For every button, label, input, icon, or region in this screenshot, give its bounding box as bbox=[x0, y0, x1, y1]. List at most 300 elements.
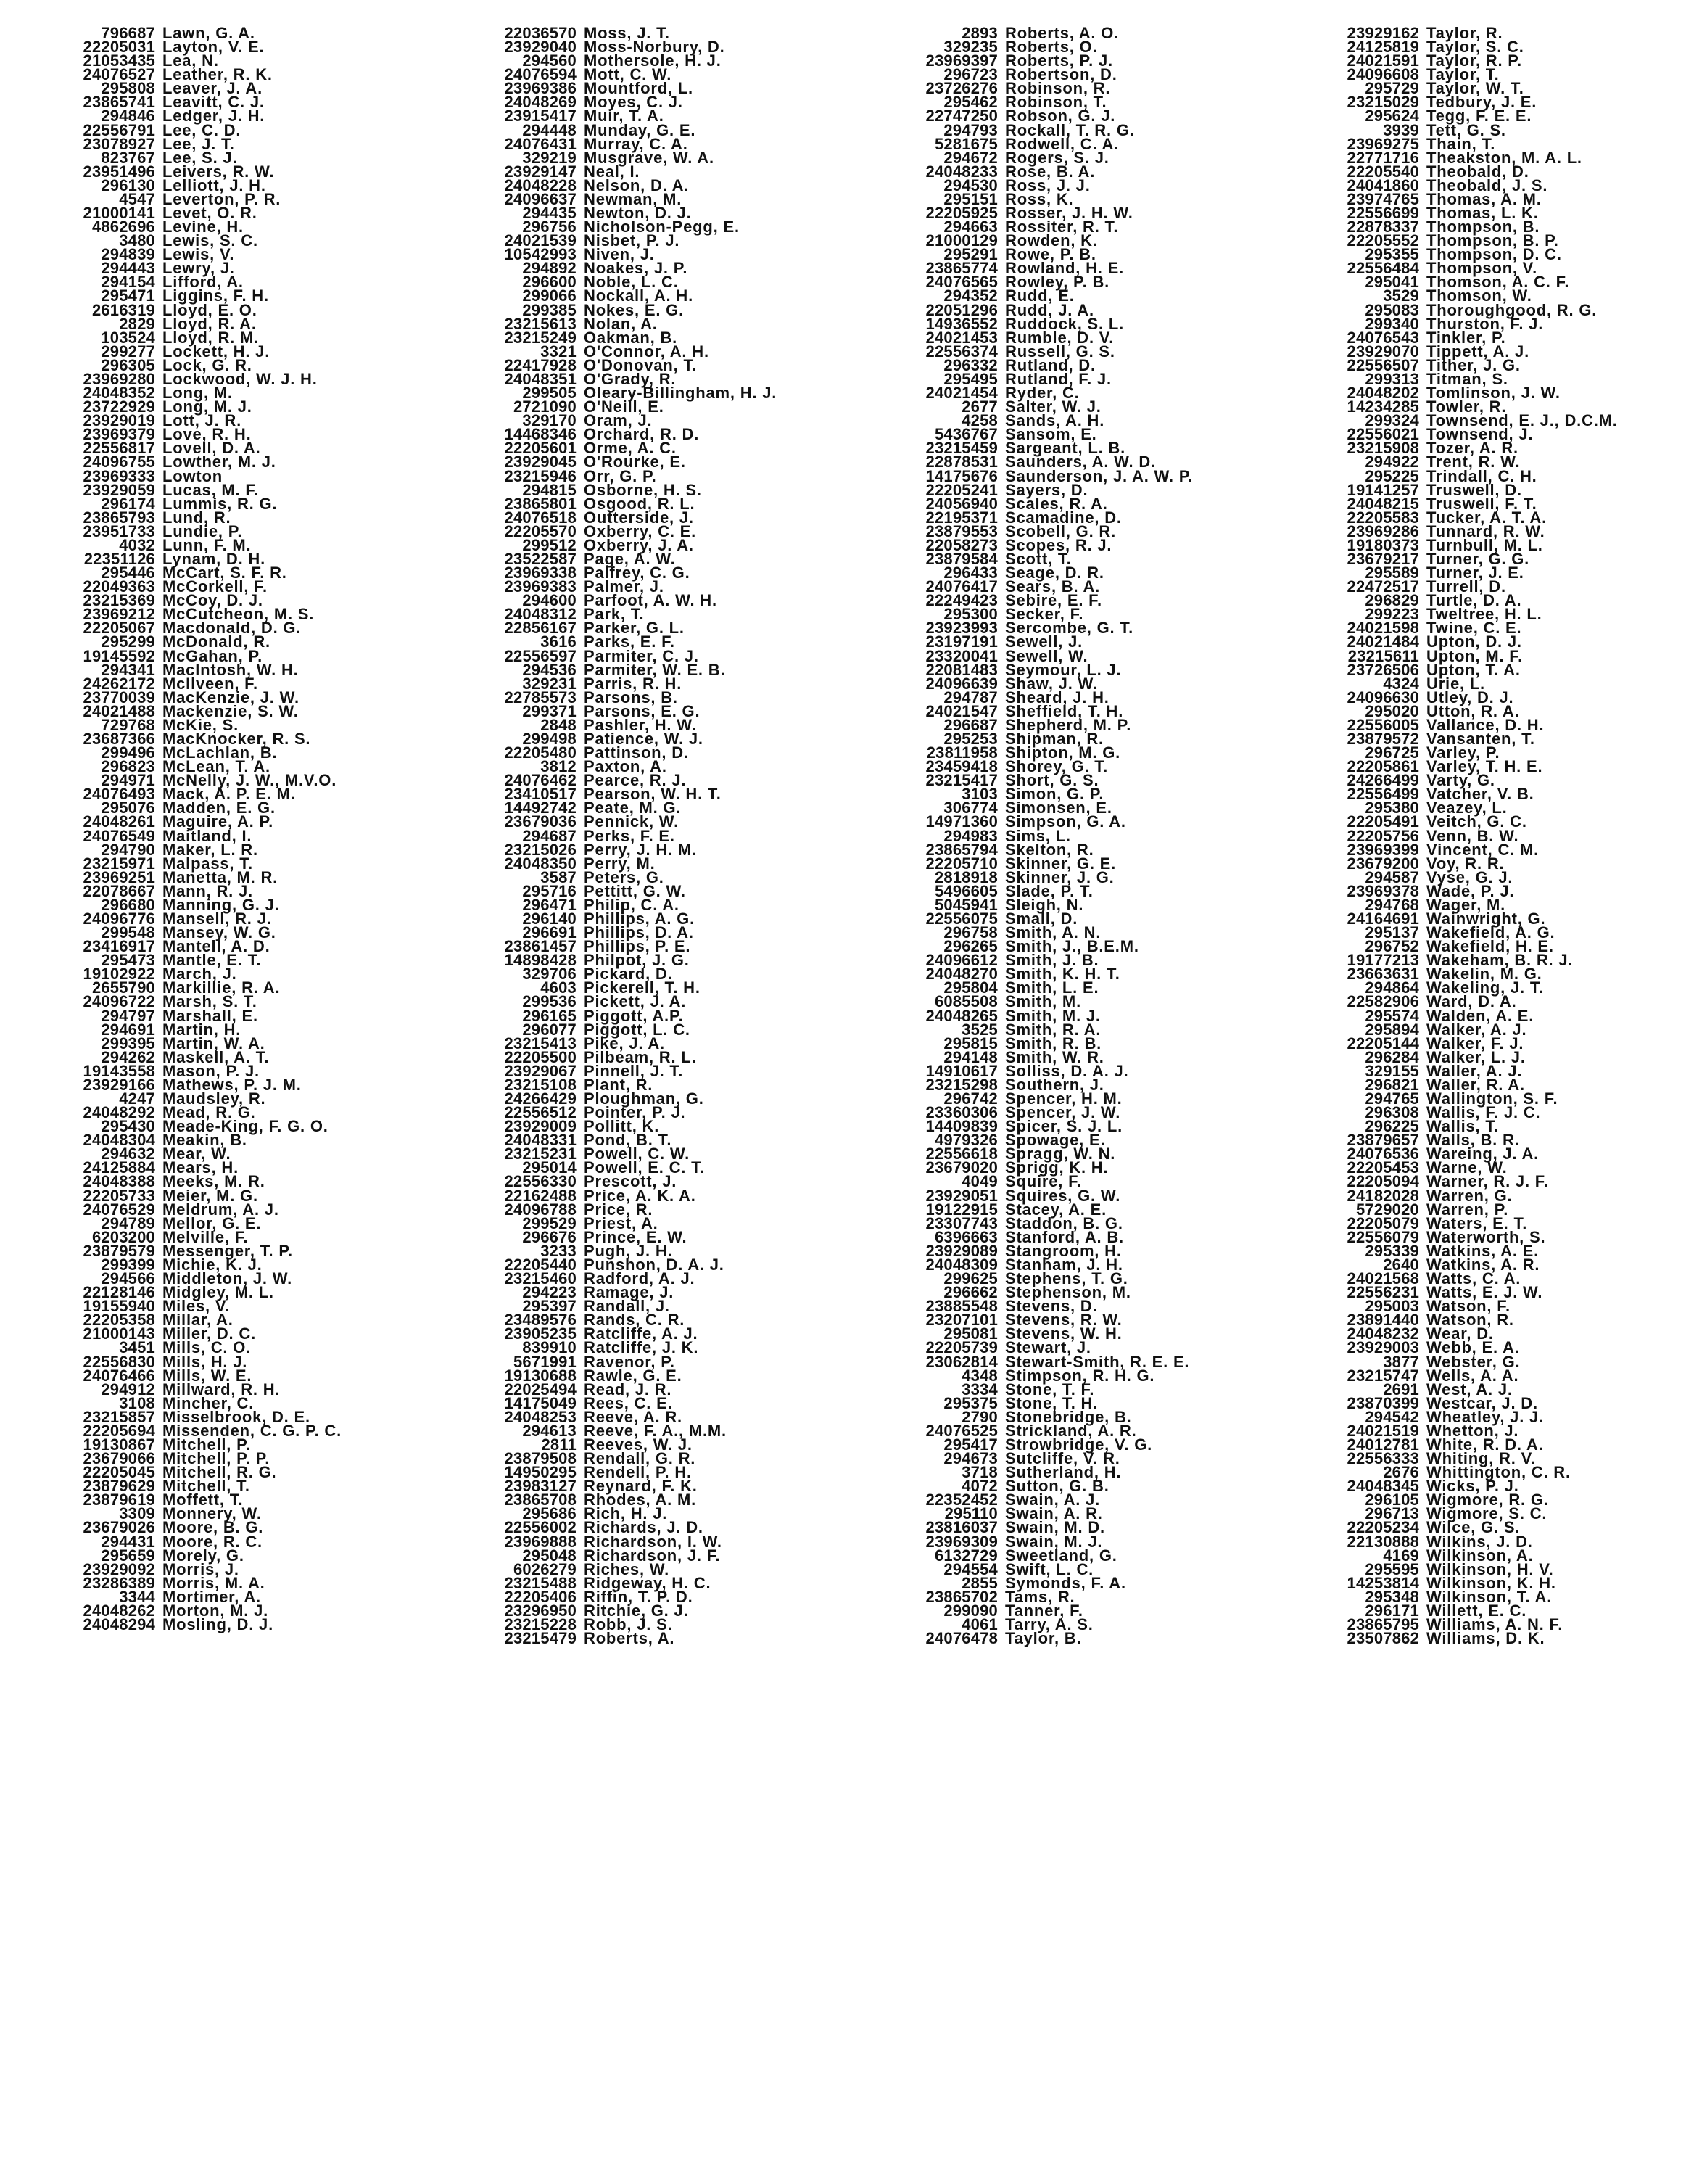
service-number: 14898428 bbox=[504, 951, 577, 970]
person-name: White, R. D. A. bbox=[1426, 1435, 1544, 1454]
service-number: 22582906 bbox=[1347, 992, 1419, 1011]
service-number: 23929009 bbox=[504, 1117, 577, 1136]
person-name: Melville, F. bbox=[162, 1227, 249, 1246]
service-number: 299324 bbox=[1365, 411, 1419, 430]
person-name: Solliss, D. A. J. bbox=[1005, 1061, 1129, 1080]
person-name: Pickett, J. A. bbox=[584, 992, 687, 1011]
person-name: Phillips, A. G. bbox=[584, 910, 695, 928]
service-number: 299505 bbox=[522, 384, 577, 403]
person-name: Plant, R. bbox=[584, 1075, 653, 1094]
service-number: 295137 bbox=[1365, 923, 1419, 942]
service-number: 23215611 bbox=[1347, 646, 1419, 665]
service-number: 23416917 bbox=[83, 937, 155, 956]
person-name: Lloyd, E. O. bbox=[162, 300, 257, 319]
person-name: Lawn, G. A. bbox=[162, 24, 255, 42]
person-name: Thompson, D. C. bbox=[1426, 245, 1562, 264]
person-name: Mills, C. O. bbox=[162, 1338, 252, 1357]
service-number: 23215479 bbox=[504, 1629, 577, 1648]
person-name: Lewis, S. C. bbox=[162, 231, 258, 250]
person-name: Moyes, C. J. bbox=[584, 93, 683, 112]
service-number: 23879629 bbox=[83, 1477, 155, 1496]
person-name: Rendall, G. R. bbox=[584, 1449, 696, 1468]
person-name: Swain, M. D. bbox=[1005, 1518, 1105, 1537]
person-name: Perry, M. bbox=[584, 854, 656, 873]
person-name: Smith, L. E. bbox=[1005, 978, 1099, 997]
person-name: Strowbridge, V. G. bbox=[1005, 1435, 1153, 1454]
person-name: Mackenzie, S. W. bbox=[162, 701, 299, 720]
person-name: Robinson, T. bbox=[1005, 93, 1107, 112]
person-name: Reynard, F. K. bbox=[584, 1477, 698, 1496]
column-2 bbox=[431, 24, 845, 1648]
service-number: 14409839 bbox=[925, 1117, 998, 1136]
person-name: Tams, R. bbox=[1005, 1587, 1075, 1606]
service-number: 23215857 bbox=[83, 1407, 155, 1426]
service-number: 22036570 bbox=[504, 24, 577, 42]
service-number: 23215459 bbox=[925, 439, 998, 458]
person-name: Rendell, P. H. bbox=[584, 1463, 692, 1482]
service-number: 299385 bbox=[522, 300, 577, 319]
person-name: Scobell, G. R. bbox=[1005, 522, 1117, 540]
service-number: 296105 bbox=[1365, 1491, 1419, 1509]
person-name: Skinner, J. G. bbox=[1005, 868, 1115, 886]
person-name: Taylor, B. bbox=[1005, 1629, 1082, 1648]
person-name: Messenger, T. P. bbox=[162, 1241, 293, 1260]
person-name: Wakelin, M. G. bbox=[1426, 965, 1542, 984]
service-number: 23522587 bbox=[504, 549, 577, 568]
person-name: Waller, R. A. bbox=[1426, 1075, 1525, 1094]
service-number: 296691 bbox=[522, 923, 577, 942]
service-number: 299223 bbox=[1365, 605, 1419, 624]
service-number: 4324 bbox=[1383, 674, 1419, 693]
person-name: Rhodes, A. M. bbox=[584, 1491, 697, 1509]
person-name: Randall, J. bbox=[584, 1297, 670, 1316]
service-number: 23865801 bbox=[504, 494, 577, 513]
service-number: 3812 bbox=[540, 757, 577, 776]
service-number: 295729 bbox=[1365, 79, 1419, 98]
service-number: 3309 bbox=[119, 1504, 155, 1523]
service-number: 22205601 bbox=[504, 439, 577, 458]
person-name: Nolan, A. bbox=[584, 314, 658, 333]
person-name: Priest, A. bbox=[584, 1213, 658, 1232]
service-number: 22128146 bbox=[83, 1283, 155, 1302]
person-name: Nockall, A. H. bbox=[584, 287, 693, 305]
person-name: Wakeling, J. T. bbox=[1426, 978, 1544, 997]
service-number: 295589 bbox=[1365, 564, 1419, 582]
person-name: Wakefield, H. E. bbox=[1426, 937, 1554, 956]
service-number: 4061 bbox=[962, 1615, 998, 1633]
person-name: Walker, A. J. bbox=[1426, 1020, 1527, 1039]
person-name: Whittington, C. R. bbox=[1426, 1463, 1571, 1482]
person-name: Small, D. bbox=[1005, 910, 1078, 928]
person-name: Lee, C. D. bbox=[162, 120, 241, 139]
person-name: Smith, J., B.E.M. bbox=[1005, 937, 1139, 956]
person-name: Mason, P. J. bbox=[162, 1061, 260, 1080]
service-number: 294768 bbox=[1365, 895, 1419, 914]
person-name: Wareing, J. A. bbox=[1426, 1145, 1540, 1163]
person-name: Missenden, C. G. P. C. bbox=[162, 1421, 342, 1440]
person-name: Watts, C. A. bbox=[1426, 1269, 1521, 1288]
service-number: 19143558 bbox=[83, 1061, 155, 1080]
service-number: 22205079 bbox=[1347, 1213, 1419, 1232]
person-name: Townsend, J. bbox=[1426, 425, 1534, 444]
person-name: Towler, R. bbox=[1426, 397, 1507, 416]
service-number: 24021519 bbox=[1347, 1421, 1419, 1440]
person-name: Ross, K. bbox=[1005, 189, 1074, 208]
service-number: 23816037 bbox=[925, 1518, 998, 1537]
person-name: Vallance, D. H. bbox=[1426, 715, 1545, 734]
service-number: 294542 bbox=[1365, 1407, 1419, 1426]
service-number: 24048312 bbox=[504, 605, 577, 624]
service-number: 294600 bbox=[522, 591, 577, 610]
service-number: 295808 bbox=[101, 79, 155, 98]
service-number: 295495 bbox=[943, 369, 998, 388]
service-number: 23215613 bbox=[504, 314, 577, 333]
service-number: 23879508 bbox=[504, 1449, 577, 1468]
service-number: 24048261 bbox=[83, 812, 155, 831]
person-name: Murray, C. A. bbox=[584, 134, 688, 153]
person-name: Moss-Norbury, D. bbox=[584, 38, 725, 57]
service-number: 23929045 bbox=[504, 453, 577, 471]
person-name: Pashler, H. W. bbox=[584, 715, 697, 734]
service-number: 296662 bbox=[943, 1283, 998, 1302]
person-name: Moss, J. T. bbox=[584, 24, 670, 42]
service-number: 295417 bbox=[943, 1435, 998, 1454]
service-number: 295253 bbox=[943, 729, 998, 748]
person-name: Mann, R. J. bbox=[162, 881, 253, 900]
service-number: 295299 bbox=[101, 632, 155, 651]
service-number: 24096788 bbox=[504, 1200, 577, 1219]
service-number: 23687366 bbox=[83, 729, 155, 748]
service-number: 23215460 bbox=[504, 1269, 577, 1288]
person-name: Rowland, H. E. bbox=[1005, 259, 1124, 278]
person-name: Swain, A. J. bbox=[1005, 1491, 1101, 1509]
person-name: Lowther, M. J. bbox=[162, 453, 276, 471]
person-name: Sprigg, K. H. bbox=[1005, 1158, 1109, 1177]
service-number: 3103 bbox=[962, 785, 998, 804]
service-number: 23726276 bbox=[925, 79, 998, 98]
list-item bbox=[1274, 1629, 1686, 1648]
person-name: Tweltree, H. L. bbox=[1426, 605, 1542, 624]
service-number: 23879657 bbox=[1347, 1131, 1419, 1150]
service-number: 22556002 bbox=[504, 1518, 577, 1537]
service-number: 295462 bbox=[943, 93, 998, 112]
service-number: 294262 bbox=[101, 1047, 155, 1066]
service-number: 19145592 bbox=[83, 646, 155, 665]
person-name: McLachlan, B. bbox=[162, 743, 278, 762]
person-name: Stanford, A. B. bbox=[1005, 1227, 1124, 1246]
service-number: 294587 bbox=[1365, 868, 1419, 886]
service-number: 22856167 bbox=[504, 619, 577, 638]
person-name: Sears, B. A. bbox=[1005, 577, 1101, 596]
service-number: 23215971 bbox=[83, 854, 155, 873]
person-name: Voy, R. R. bbox=[1426, 854, 1505, 873]
person-name: Sutherland, H. bbox=[1005, 1463, 1122, 1482]
service-number: 23929092 bbox=[83, 1559, 155, 1578]
person-name: Staddon, B. G. bbox=[1005, 1213, 1123, 1232]
person-name: Thomas, A. M. bbox=[1426, 189, 1542, 208]
person-name: Oakman, B. bbox=[584, 328, 678, 347]
service-number: 22205861 bbox=[1347, 757, 1419, 776]
service-number: 294864 bbox=[1365, 978, 1419, 997]
person-name: Monnery, W. bbox=[162, 1504, 262, 1523]
service-number: 22878337 bbox=[1347, 218, 1419, 236]
person-name: Reeves, W. J. bbox=[584, 1435, 693, 1454]
person-name: Piggott, A.P. bbox=[584, 1006, 684, 1025]
person-name: Tett, G. S. bbox=[1426, 120, 1506, 139]
service-number: 21000141 bbox=[83, 204, 155, 223]
person-name: Rumble, D. V. bbox=[1005, 328, 1115, 347]
service-number: 295020 bbox=[1365, 701, 1419, 720]
person-name: Martin, W. A. bbox=[162, 1034, 265, 1052]
person-name: Lock, G. R. bbox=[162, 355, 252, 374]
service-number: 22205733 bbox=[83, 1186, 155, 1205]
person-name: Reeve, F. A., M.M. bbox=[584, 1421, 727, 1440]
service-number: 22556499 bbox=[1347, 785, 1419, 804]
person-name: Philip, C. A. bbox=[584, 895, 679, 914]
person-name: Read, J. R. bbox=[584, 1380, 672, 1398]
service-number: 295291 bbox=[943, 245, 998, 264]
service-number: 24096639 bbox=[925, 674, 998, 693]
service-number: 295041 bbox=[1365, 273, 1419, 292]
person-name: Thoroughgood, R. G. bbox=[1426, 300, 1598, 319]
service-number: 24076549 bbox=[83, 826, 155, 845]
person-name: Twine, C. E. bbox=[1426, 619, 1522, 638]
person-name: Palfrey, C. G. bbox=[584, 564, 690, 582]
person-name: Roberts, A. O. bbox=[1005, 24, 1120, 42]
person-name: Lockett, H. J. bbox=[162, 342, 270, 360]
person-name: Sargeant, L. B. bbox=[1005, 439, 1126, 458]
service-number: 294787 bbox=[943, 688, 998, 706]
person-name: Smith, M. bbox=[1005, 992, 1081, 1011]
person-name: Park, T. bbox=[584, 605, 645, 624]
service-number: 22351126 bbox=[83, 549, 155, 568]
person-name: Thomson, W. bbox=[1426, 287, 1532, 305]
service-number: 294971 bbox=[101, 771, 155, 790]
person-name: Thain, T. bbox=[1426, 134, 1496, 153]
service-number: 23726506 bbox=[1347, 660, 1419, 679]
person-name: Simpson, G. A. bbox=[1005, 812, 1126, 831]
person-name: Sheffield, T. H. bbox=[1005, 701, 1124, 720]
service-number: 24076518 bbox=[504, 508, 577, 527]
person-name: Nelson, D. A. bbox=[584, 176, 690, 194]
person-name: McCoy, D. J. bbox=[162, 591, 263, 610]
service-number: 24048292 bbox=[83, 1103, 155, 1122]
service-number: 23879619 bbox=[83, 1491, 155, 1509]
person-name: Smith, M. J. bbox=[1005, 1006, 1101, 1025]
person-name: Lloyd, R. A. bbox=[162, 314, 257, 333]
service-number: 2691 bbox=[1383, 1380, 1419, 1398]
person-name: Leaver, J. A. bbox=[162, 79, 263, 98]
service-number: 729768 bbox=[101, 715, 155, 734]
service-number: 23679217 bbox=[1347, 549, 1419, 568]
service-number: 24076466 bbox=[83, 1366, 155, 1385]
service-number: 296471 bbox=[522, 895, 577, 914]
service-number: 24266429 bbox=[504, 1089, 577, 1108]
person-name: Wakeham, B. R. J. bbox=[1426, 951, 1574, 970]
service-number: 23865795 bbox=[1347, 1615, 1419, 1633]
service-number: 23969251 bbox=[83, 868, 155, 886]
service-number: 23286389 bbox=[83, 1573, 155, 1592]
person-name: Miles, V. bbox=[162, 1297, 231, 1316]
person-name: Slade, P. T. bbox=[1005, 881, 1094, 900]
person-name: Simonsen, E. bbox=[1005, 799, 1112, 817]
service-number: 295225 bbox=[1365, 466, 1419, 485]
list-item bbox=[10, 1615, 423, 1633]
person-name: Shipman, R. bbox=[1005, 729, 1104, 748]
person-name: Pearson, W. H. T. bbox=[584, 785, 722, 804]
service-number: 23215488 bbox=[504, 1573, 577, 1592]
service-number: 23679200 bbox=[1347, 854, 1419, 873]
service-number: 23929166 bbox=[83, 1075, 155, 1094]
person-name: Swain, A. R. bbox=[1005, 1504, 1103, 1523]
service-number: 4169 bbox=[1383, 1546, 1419, 1565]
person-name: Macdonald, D. G. bbox=[162, 619, 302, 638]
service-number: 23915417 bbox=[504, 107, 577, 125]
column-1 bbox=[10, 26, 423, 1631]
service-number: 296077 bbox=[522, 1020, 577, 1039]
service-number: 23969333 bbox=[83, 466, 155, 485]
person-name: Stephens, T. G. bbox=[1005, 1269, 1128, 1288]
person-name: Stevens, R. W. bbox=[1005, 1311, 1123, 1330]
person-name: Patience, W. J. bbox=[584, 729, 703, 748]
service-number: 22556512 bbox=[504, 1103, 577, 1122]
service-number: 24076529 bbox=[83, 1200, 155, 1219]
person-name: Lee, S. J. bbox=[162, 148, 238, 167]
person-name: Upton, M. F. bbox=[1426, 646, 1524, 665]
service-number: 22078667 bbox=[83, 881, 155, 900]
person-name: Oleary-Billingham, H. J. bbox=[584, 384, 777, 403]
service-number: 23969378 bbox=[1347, 881, 1419, 900]
person-name: Manetta, M. R. bbox=[162, 868, 278, 886]
service-number: 4049 bbox=[962, 1172, 998, 1191]
person-name: Oxberry, C. E. bbox=[584, 522, 697, 540]
service-number: 299498 bbox=[522, 729, 577, 748]
service-number: 22205480 bbox=[504, 743, 577, 762]
person-name: Ruddock, S. L. bbox=[1005, 314, 1124, 333]
person-name: Trindall, C. H. bbox=[1426, 466, 1537, 485]
service-number: 3233 bbox=[540, 1241, 577, 1260]
service-number: 296308 bbox=[1365, 1103, 1419, 1122]
service-number: 23929067 bbox=[504, 1061, 577, 1080]
person-name: Whetton, J. bbox=[1426, 1421, 1519, 1440]
person-name: Vincent, C. M. bbox=[1426, 840, 1540, 859]
service-number: 294839 bbox=[101, 245, 155, 264]
person-name: Sutton, G. B. bbox=[1005, 1477, 1109, 1496]
service-number: 2790 bbox=[962, 1407, 998, 1426]
service-number: 23215029 bbox=[1347, 93, 1419, 112]
person-name: Veazey, L. bbox=[1426, 799, 1508, 817]
person-name: Morris, M. A. bbox=[162, 1573, 265, 1592]
service-number: 22205234 bbox=[1347, 1518, 1419, 1537]
person-name: Turner, J. E. bbox=[1426, 564, 1524, 582]
service-number: 296752 bbox=[1365, 937, 1419, 956]
service-number: 22878531 bbox=[925, 453, 998, 471]
service-number: 23929089 bbox=[925, 1241, 998, 1260]
service-number: 23062814 bbox=[925, 1352, 998, 1371]
person-name: Morris, J. bbox=[162, 1559, 239, 1578]
person-name: Lewry, J. bbox=[162, 259, 235, 278]
person-name: Riffin, T. P. D. bbox=[584, 1587, 693, 1606]
service-number: 295151 bbox=[943, 189, 998, 208]
service-number: 2811 bbox=[541, 1435, 577, 1454]
service-number: 24076527 bbox=[83, 65, 155, 84]
service-number: 23879553 bbox=[925, 522, 998, 540]
service-number: 295430 bbox=[101, 1117, 155, 1136]
person-name: Willett, E. C. bbox=[1426, 1601, 1527, 1620]
service-number: 22130888 bbox=[1347, 1532, 1419, 1551]
service-number: 6026279 bbox=[513, 1559, 577, 1578]
person-name: Lund, R. bbox=[162, 508, 231, 527]
service-number: 24076478 bbox=[925, 1629, 998, 1648]
person-name: Robson, G. J. bbox=[1005, 107, 1116, 125]
service-number: 2616319 bbox=[91, 300, 155, 319]
service-number: 299313 bbox=[1365, 369, 1419, 388]
service-number: 19130688 bbox=[504, 1366, 577, 1385]
person-name: Roberts, P. J. bbox=[1005, 51, 1113, 70]
service-number: 23951496 bbox=[83, 162, 155, 181]
service-number: 294530 bbox=[943, 176, 998, 194]
service-number: 295894 bbox=[1365, 1020, 1419, 1039]
service-number: 329235 bbox=[943, 38, 998, 57]
person-name: Rutland, D. bbox=[1005, 355, 1096, 374]
service-number: 296171 bbox=[1365, 1601, 1419, 1620]
person-name: Meade-King, F. G. O. bbox=[162, 1117, 328, 1136]
person-name: Wakefield, A. G. bbox=[1426, 923, 1555, 942]
service-number: 2893 bbox=[962, 24, 998, 42]
person-name: Ross, J. J. bbox=[1005, 176, 1091, 194]
person-name: Long, M. bbox=[162, 384, 233, 403]
person-name: Veitch, G. C. bbox=[1426, 812, 1527, 831]
person-name: Mitchell, P. bbox=[162, 1435, 251, 1454]
person-name: Orme, A. C. bbox=[584, 439, 677, 458]
person-name: Perry, J. H. M. bbox=[584, 840, 697, 859]
person-name: McNelly, J. W., M.V.O. bbox=[162, 771, 337, 790]
service-number: 4348 bbox=[962, 1366, 998, 1385]
person-name: Mills, H. J. bbox=[162, 1352, 248, 1371]
person-name: Smith, A. N. bbox=[1005, 923, 1102, 942]
person-name: Trent, R. W. bbox=[1426, 453, 1521, 471]
service-number: 299548 bbox=[101, 923, 155, 942]
person-name: Walden, A. E. bbox=[1426, 1006, 1534, 1025]
person-name: Theobald, J. S. bbox=[1426, 176, 1548, 194]
service-number: 24048351 bbox=[504, 369, 577, 388]
service-number: 295348 bbox=[1365, 1587, 1419, 1606]
person-name: Rudd, J. A. bbox=[1005, 300, 1094, 319]
service-number: 4979326 bbox=[934, 1131, 998, 1150]
service-number: 23078927 bbox=[83, 134, 155, 153]
person-name: Watts, E. J. W. bbox=[1426, 1283, 1543, 1302]
service-number: 24021453 bbox=[925, 328, 998, 347]
person-name: Tinkler, P. bbox=[1426, 328, 1506, 347]
service-number: 22556507 bbox=[1347, 355, 1419, 374]
person-name: Stonebridge, B. bbox=[1005, 1407, 1132, 1426]
person-name: Orchard, R. D. bbox=[584, 425, 700, 444]
service-number: 22417928 bbox=[504, 355, 577, 374]
person-name: Lelliott, J. H. bbox=[162, 176, 266, 194]
person-name: Spencer, J. W. bbox=[1005, 1103, 1121, 1122]
service-number: 22472517 bbox=[1347, 577, 1419, 596]
service-number: 23360306 bbox=[925, 1103, 998, 1122]
person-name: Maguire, A. P. bbox=[162, 812, 274, 831]
person-name: Turtle, D. A. bbox=[1426, 591, 1522, 610]
service-number: 23969309 bbox=[925, 1532, 998, 1551]
person-name: Wigmore, S. C. bbox=[1426, 1504, 1547, 1523]
person-name: Warne, W. bbox=[1426, 1158, 1508, 1177]
person-name: McGahan, P. bbox=[162, 646, 263, 665]
person-name: Rosser, J. H. W. bbox=[1005, 204, 1133, 223]
service-number: 3718 bbox=[962, 1463, 998, 1482]
service-number: 296174 bbox=[101, 494, 155, 513]
